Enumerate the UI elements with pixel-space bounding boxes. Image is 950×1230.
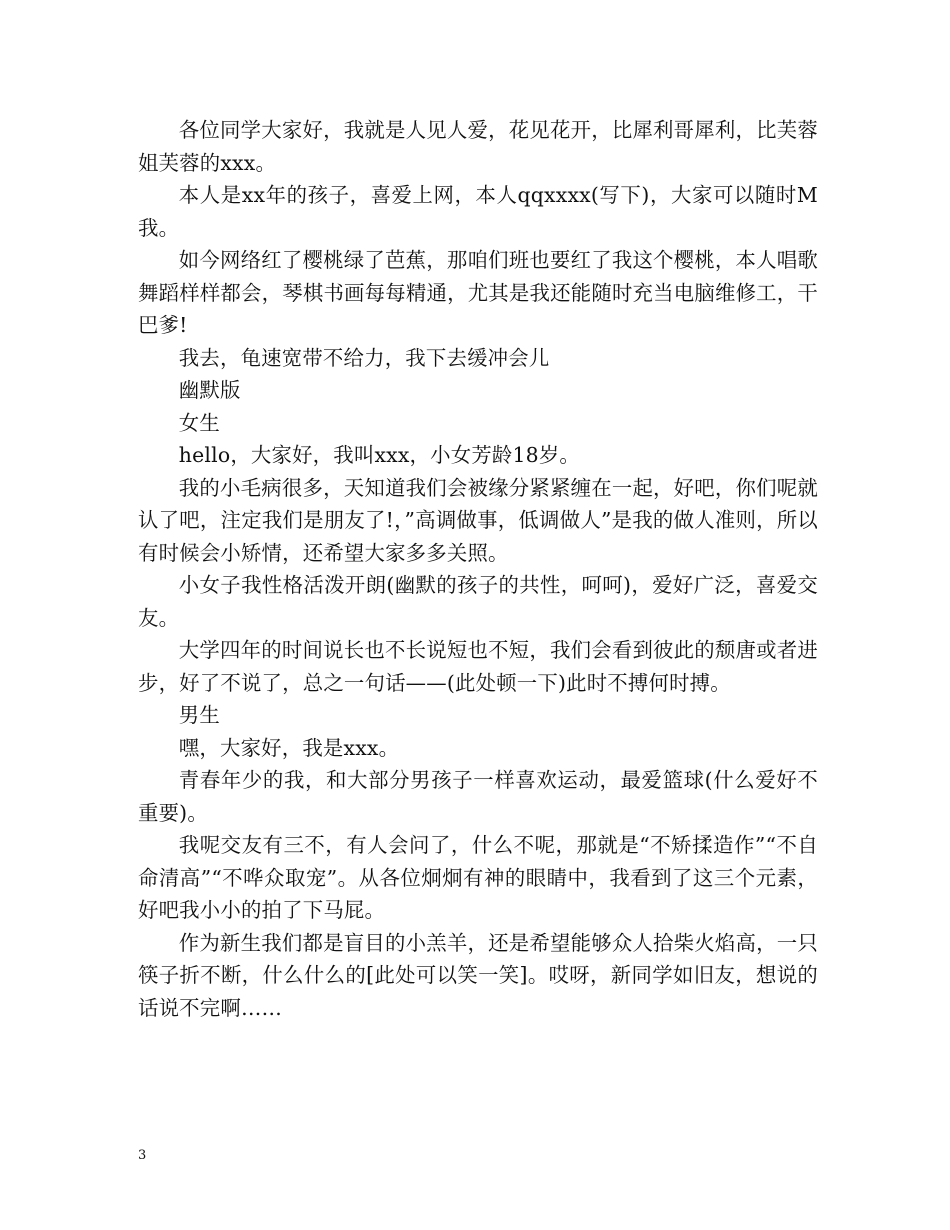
page-number: 3 (138, 1148, 147, 1163)
subheading-male: 男生 (178, 703, 220, 727)
paragraph-intro-greeting: 各位同学大家好，我就是人见人爱，花见花开，比犀利哥犀利，比芙蓉姐芙蓉的xxx。 (138, 118, 818, 175)
paragraph-male-closing: 作为新生我们都是盲目的小羔羊，还是希望能够众人拾柴火焰高，一只筷子折不断，什么什么的[此处可以笑一笑]。哎呀，新同学如旧友，想说的话说不完啊…… (138, 930, 818, 1020)
paragraph-female-friends: 我的小毛病很多，天知道我们会被缘分紧紧缠在一起，好吧，你们呢就认了吧，注定我们是朋友了!，”高调做事，低调做人”是我的做人准则，所以有时候会小矫情，还希望大家多多关照。 (138, 475, 818, 565)
paragraph-male-friendship: 我呢交友有三不，有人会问了，什么不呢，那就是“不矫揉造作”“不自命清高”“不哗众取宠”。从各位炯炯有神的眼睛中，我看到了这三个元素，好吧我小小的拍了下马屁。 (138, 833, 818, 922)
paragraph-female-hello: hello，大家好，我叫xxx，小女芳龄18岁。 (178, 443, 581, 467)
paragraph-female-personality: 小女子我性格活泼开朗(幽默的孩子的共性，呵呵)，爱好广泛，喜爱交友。 (138, 573, 818, 630)
document-body (138, 114, 818, 1024)
subheading-female: 女生 (178, 410, 220, 435)
paragraph-intro-talents: 如今网络红了樱桃绿了芭蕉，那咱们班也要红了我这个樱桃，本人唱歌舞蹈样样都会，琴棋书画每每精通，尤其是我还能随时充当电脑维修工，干巴爹! (138, 248, 818, 337)
section-heading-humor: 幽默版 (178, 378, 241, 402)
paragraph-intro-age: 本人是xx年的孩子，喜爱上网，本人qqxxxx(写下)，大家可以随时M我。 (138, 183, 818, 240)
paragraph-male-sports: 青春年少的我，和大部分男孩子一样喜欢运动，最爱篮球(什么爱好不重要)。 (138, 768, 818, 825)
paragraph-male-hello: 嘿，大家好，我是xxx。 (178, 735, 400, 760)
paragraph-intro-closing: 我去，龟速宽带不给力，我下去缓冲会儿 (178, 345, 550, 370)
paragraph-female-university: 大学四年的时间说长也不长说短也不短，我们会看到彼此的颓唐或者进步，好了不说了，总之一句话——(此处顿一下)此时不搏何时搏。 (138, 638, 818, 695)
